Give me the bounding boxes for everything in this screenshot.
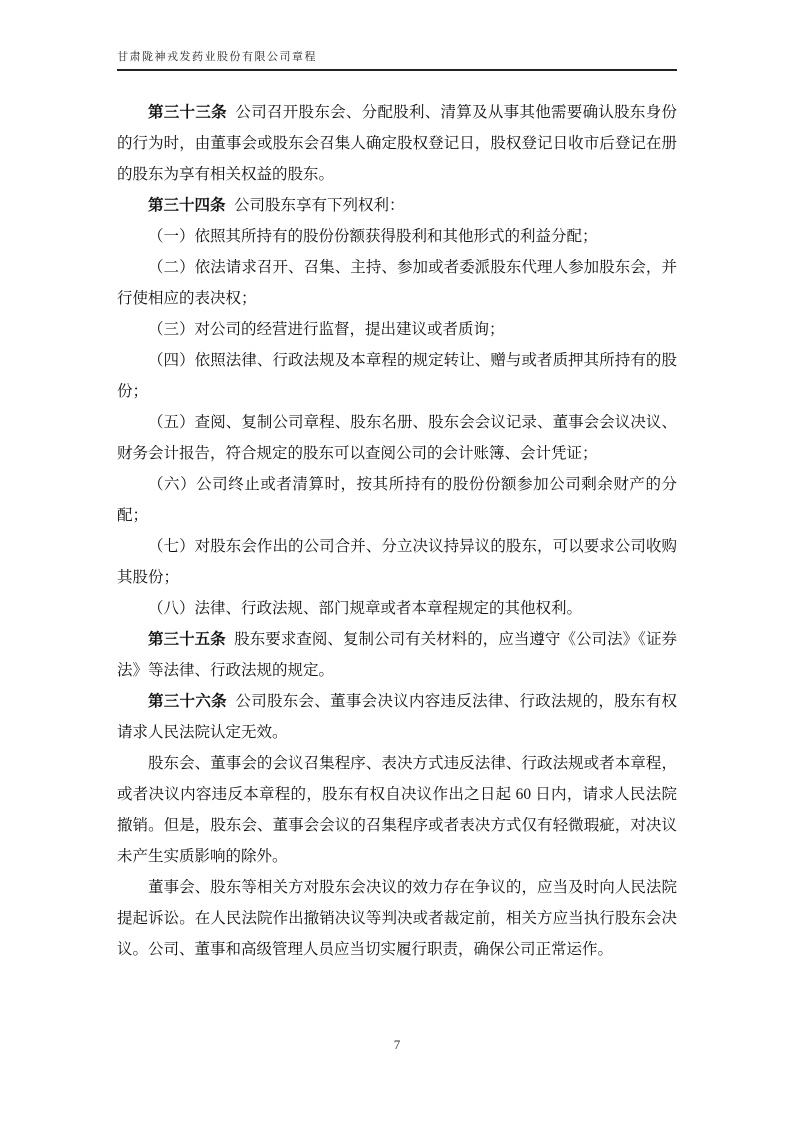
paragraph-text: （一）依照其所持有的股份份额获得股利和其他形式的利益分配； (148, 228, 598, 245)
paragraph-text: （六）公司终止或者清算时，按其所持有的股份份额参加公司剩余财产的分配； (117, 476, 677, 524)
paragraph-text: 董事会、股东等相关方对股东会决议的效力存在争议的，应当及时向人民法院提起诉讼。在人民法院作出撤销决议等判决或者裁定前，相关方应当执行股东会决议。公司、董事和高级管理人员应当切实履行职责，确保公司正常运作。 (117, 879, 677, 958)
paragraph-text: 公司召开股东会、分配股利、清算及从事其他需要确认股东身份的行为时，由董事会或股东会召集人确定股权登记日，股权登记日收市后登记在册的股东为享有相关权益的股东。 (117, 104, 677, 183)
paragraph-text: （四）依照法律、行政法规及本章程的规定转让、赠与或者质押其所持有的股份； (117, 352, 677, 400)
paragraph-text: （五）查阅、复制公司章程、股东名册、股东会会议记录、董事会会议决议、财务会计报告，符合规定的股东可以查阅公司的会计账簿、会计凭证； (117, 414, 677, 462)
paragraph-text: 股东要求查阅、复制公司有关材料的，应当遵守《公司法》《证券法》等法律、行政法规的规定。 (117, 631, 677, 679)
paragraph (117, 97, 677, 190)
paragraph-text: （二）依法请求召开、召集、主持、参加或者委派股东代理人参加股东会，并行使相应的表决权； (117, 259, 677, 307)
paragraph (117, 469, 677, 531)
paragraph-text: （七）对股东会作出的公司合并、分立决议持异议的股东，可以要求公司收购其股份； (117, 538, 677, 586)
paragraph (117, 190, 677, 221)
article-number: 第三十六条 (148, 693, 227, 710)
paragraph (117, 407, 677, 469)
paragraph-text: 公司股东会、董事会决议内容违反法律、行政法规的，股东有权请求人民法院认定无效。 (117, 693, 677, 741)
paragraph-text: 公司股东享有下列权利： (234, 197, 405, 214)
article-number: 第三十三条 (148, 104, 227, 121)
paragraph (117, 872, 677, 965)
paragraph (117, 531, 677, 593)
paragraph (117, 748, 677, 872)
paragraph-text: （三）对公司的经营进行监督，提出建议或者质询； (148, 321, 505, 338)
article-number: 第三十四条 (148, 197, 226, 214)
paragraph (117, 624, 677, 686)
paragraph-text: 股东会、董事会的会议召集程序、表决方式违反法律、行政法规或者本章程，或者决议内容违反本章程的，股东有权自决议作出之日起 60 日内，请求人民法院撤销。但是，股东会、董事会会议的召集程序或者表决方式仅有轻微瑕疵，对决议未产生实质影响的除外。 (117, 755, 677, 865)
article-number: 第三十五条 (148, 631, 226, 648)
page-header (117, 50, 677, 71)
header-title: 甘肃陇神戎发药业股份有限公司章程 (117, 51, 317, 63)
paragraph (117, 345, 677, 407)
page-number: 7 (393, 1037, 401, 1052)
page-footer (0, 1036, 794, 1054)
paragraph (117, 252, 677, 314)
paragraph (117, 593, 677, 624)
paragraph-text: （八）法律、行政法规、部门规章或者本章程规定的其他权利。 (148, 600, 583, 617)
paragraph (117, 314, 677, 345)
paragraph (117, 221, 677, 252)
document-body (117, 97, 677, 965)
paragraph (117, 686, 677, 748)
